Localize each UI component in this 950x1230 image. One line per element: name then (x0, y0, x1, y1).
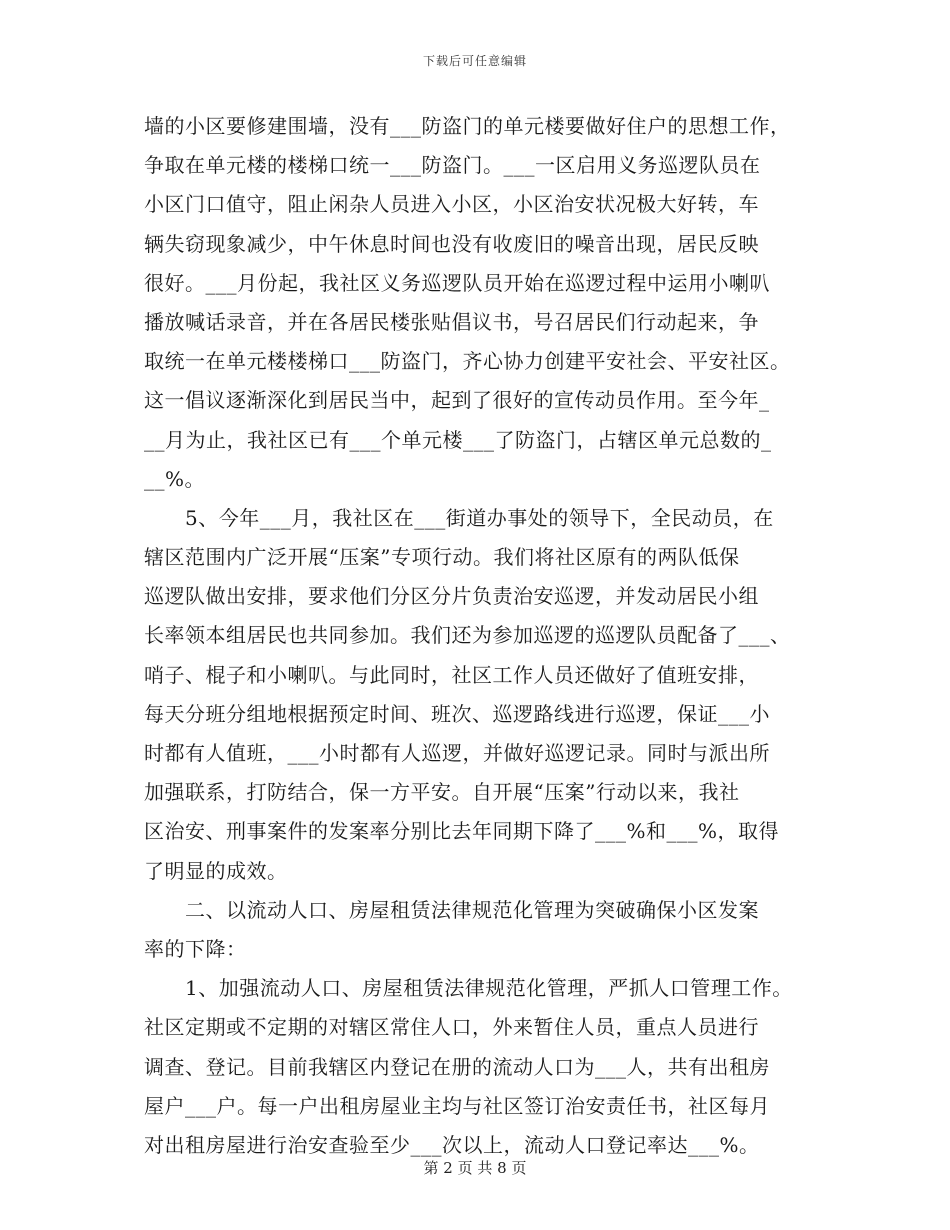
page-number: 第 2 页 共 8 页 (423, 1159, 527, 1177)
text-line: 1、加强流动人口、房屋租赁法律规范化管理，严抓人口管理工作。 (185, 976, 793, 1001)
text-line: 很好。___月份起，我社区义务巡逻队员开始在巡逻过程中运用小喇叭 (144, 270, 770, 295)
text-line: 墙的小区要修建围墙，没有___防盗门的单元楼要做好住户的思想工作， (144, 114, 791, 138)
page-header-note: 下载后可任意编辑 (422, 54, 527, 68)
text-line: 小区门口值守，阻止闲杂人员进入小区，小区治安状况极大好转，车 (144, 192, 759, 217)
text-line: 每天分班分组地根据预定时间、班次、巡逻路线进行巡逻，保证___小 (144, 701, 770, 726)
text-line: 屋户___户。每一户出租房屋业主均与社区签订治安责任书，社区每月 (144, 1093, 770, 1118)
text-line: __%。 (144, 466, 206, 491)
text-line: 哨子、棍子和小喇叭。与此同时，社区工作人员还做好了值班安排， (144, 662, 759, 687)
text-line: 调查、登记。目前我辖区内登记在册的流动人口为___人，共有出租房 (144, 1054, 770, 1079)
text-line: 辆失窃现象减少，中午休息时间也没有收废旧的噪音出现，居民反映 (144, 231, 759, 256)
text-line: 率的下降： (144, 936, 247, 961)
text-line: 长率领本组居民也共同参加。我们还为参加巡逻的巡逻队员配备了___、 (144, 623, 791, 648)
text-line: 5、今年___月，我社区在___街道办事处的领导下，全民动员，在 (185, 505, 774, 530)
text-line: 时都有人值班，___小时都有人巡逻，并做好巡逻记录。同时与派出所 (144, 741, 770, 765)
text-line: 社区定期或不定期的对辖区常住人口，外来暂住人员，重点人员进行 (144, 1015, 759, 1040)
text-line: 区治安、刑事案件的发案率分别比去年同期下降了___%和___%，取得 (144, 819, 780, 844)
text-line: __月为止，我社区已有___个单元楼___了防盗门，占辖区单元总数的_ (144, 427, 772, 452)
document-body (144, 107, 824, 1165)
text-line: 这一倡议逐渐深化到居民当中，起到了很好的宣传动员作用。至今年_ (144, 388, 770, 413)
text-line: 辖区范围内广泛开展“压案”专项行动。我们将社区原有的两队低保 (144, 545, 740, 570)
text-line: 了明显的成效。 (144, 858, 288, 883)
text-line: 加强联系，打防结合，保一方平安。自开展“压案”行动以来，我社 (144, 780, 740, 805)
text-line: 对出租房屋进行治安查验至少___次以上，流动人口登记率达___%。 (144, 1132, 760, 1157)
text-line: 巡逻队做出安排，要求他们分区分片负责治安巡逻，并发动居民小组 (144, 584, 759, 609)
text-line: 取统一在单元楼楼梯口___防盗门，齐心协力创建平安社会、平安社区。 (144, 349, 791, 374)
text-line: 二、以流动人口、房屋租赁法律规范化管理为突破确保小区发案 (185, 897, 759, 922)
text-line: 争取在单元楼的楼梯口统一___防盗门。___一区启用义务巡逻队员在 (144, 153, 761, 178)
text-line: 播放喊话录音，并在各居民楼张贴倡议书，号召居民们行动起来，争 (144, 309, 759, 334)
